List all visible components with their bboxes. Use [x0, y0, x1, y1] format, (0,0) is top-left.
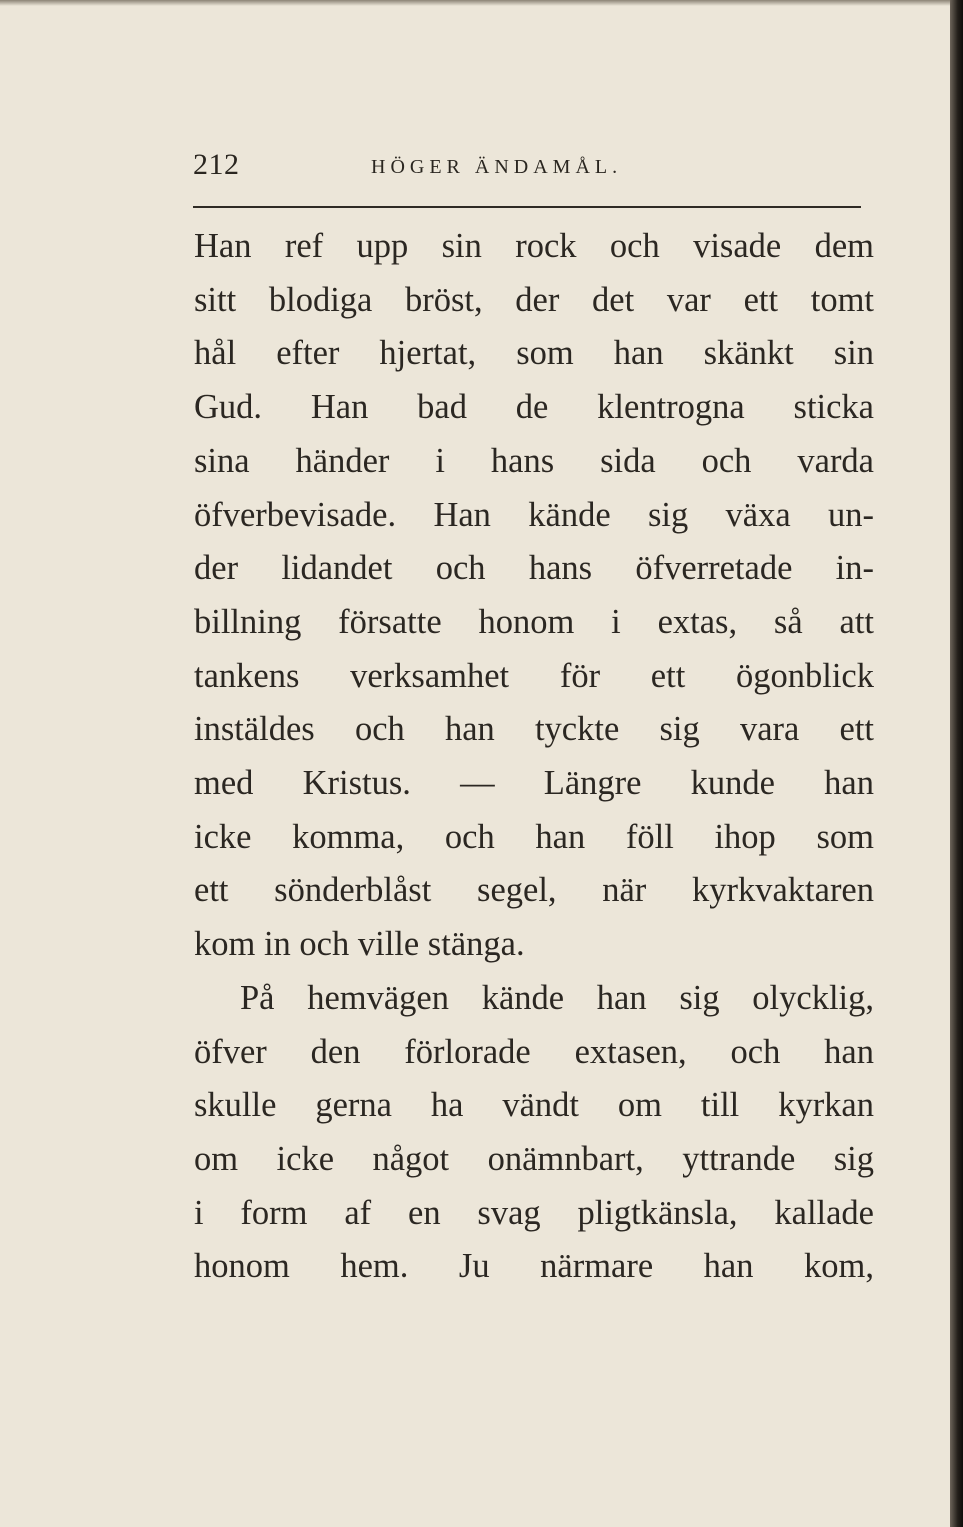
text-line: med Kristus. — Längre kunde han	[194, 764, 874, 803]
page-top-shadow	[0, 0, 950, 6]
text-line: om icke något onämnbart, yttrande sig	[194, 1139, 874, 1178]
text-line: hål efter hjertat, som han skänkt sin	[194, 334, 874, 373]
text-line: honom hem. Ju närmare han kom,	[194, 1247, 874, 1286]
text-line: Han ref upp sin rock och visade dem	[194, 227, 874, 265]
text-line: ett sönderblåst segel, när kyrkvaktaren	[194, 871, 874, 910]
running-title: HÖGER ÄNDAMÅL.	[371, 156, 623, 178]
header-rule	[193, 206, 861, 208]
text-line: tankens verksamhet för ett ögonblick	[194, 656, 874, 695]
text-line: i form af en svag pligtkänsla, kallade	[194, 1193, 874, 1232]
text-line: instäldes och han tyckte sig vara ett	[194, 710, 874, 749]
text-line: Gud. Han bad de klentrogna sticka	[194, 388, 874, 427]
page-number: 212	[193, 148, 240, 181]
text-line: billning försatte honom i extas, så att	[194, 602, 874, 641]
body-text	[194, 220, 874, 1294]
text-line: icke komma, och han föll ihop som	[194, 817, 874, 856]
text-line: skulle gerna ha vändt om till kyrkan	[194, 1086, 874, 1125]
book-edge	[950, 0, 963, 1527]
text-line: kom in och ville stänga.	[194, 925, 525, 964]
paragraph-2	[194, 972, 874, 1294]
page-header	[193, 148, 863, 188]
text-line: der lidandet och hans öfverretade in-	[194, 549, 874, 588]
text-line: öfverbevisade. Han kände sig växa un-	[194, 495, 874, 534]
text-line: På hemvägen kände han sig olycklig,	[240, 978, 874, 1017]
paragraph-1	[194, 220, 874, 972]
text-line: öfver den förlorade extasen, och han	[194, 1032, 874, 1071]
text-line: sina händer i hans sida och varda	[194, 441, 874, 480]
text-line: sitt blodiga bröst, der det var ett tomt	[194, 280, 874, 319]
